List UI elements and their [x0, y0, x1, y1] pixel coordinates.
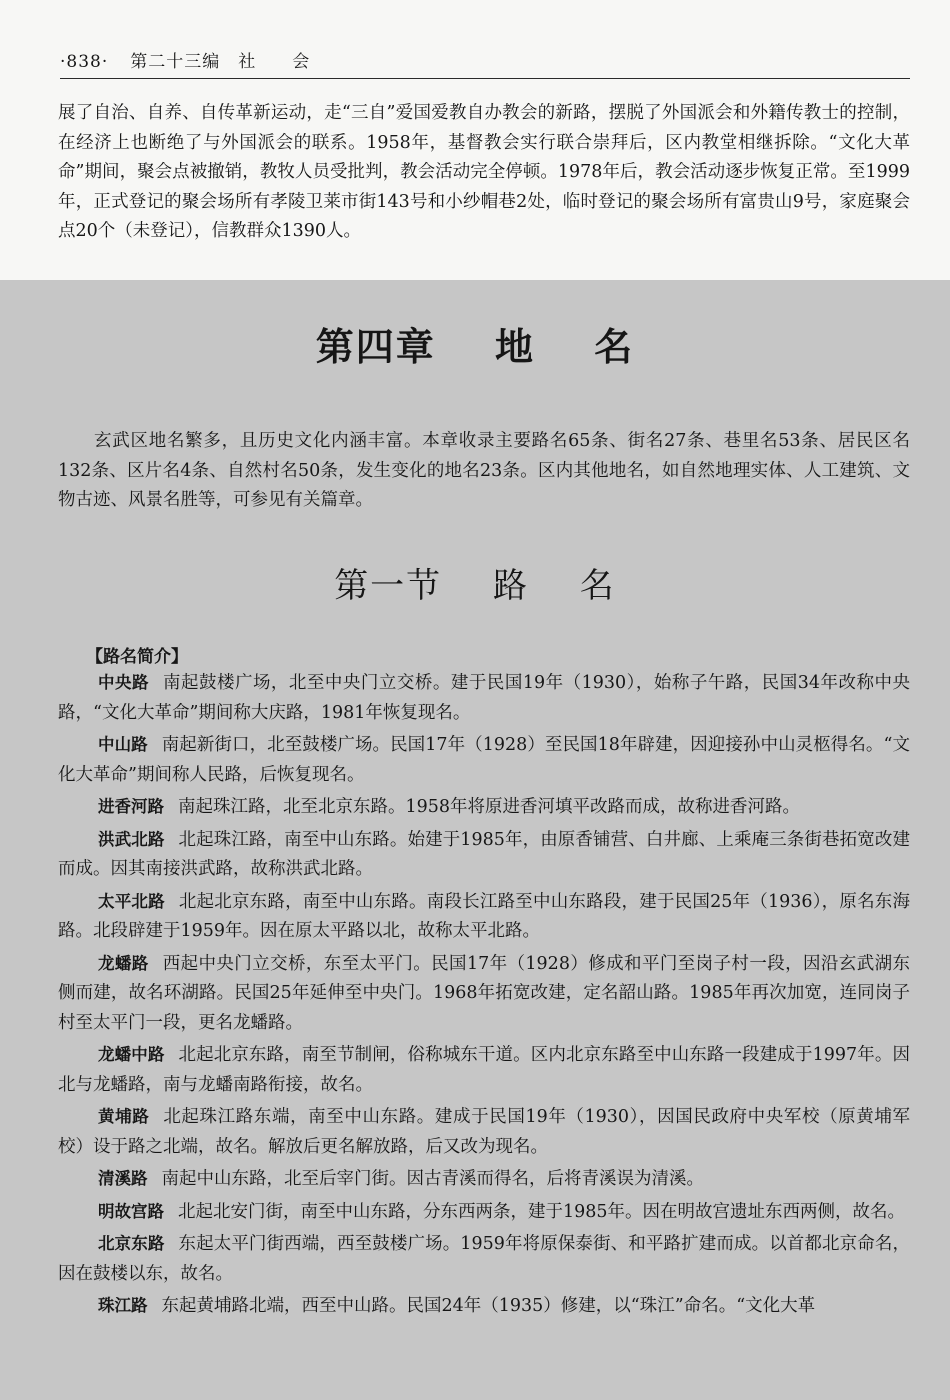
road-entry [58, 1229, 910, 1289]
road-entry [58, 1197, 910, 1228]
road-entry [58, 1291, 910, 1322]
road-entry [58, 887, 910, 947]
road-name: 中央路 [98, 673, 149, 692]
road-name: 龙蟠中路 [98, 1045, 165, 1064]
road-entry [58, 1102, 910, 1162]
road-description: 北起北京东路，南至节制闸，俗称城东干道。区内北京东路至中山东路一段建成于1997年。因北与龙蟠路，南与龙蟠南路衔接，故名。 [58, 1045, 910, 1095]
road-entry [58, 792, 910, 823]
road-name: 珠江路 [98, 1296, 148, 1315]
section-title: 第一节 路 名 [334, 566, 616, 606]
road-description: 东起黄埔路北端，西至中山路。民国24年（1935）修建，以“珠江”命名。“文化大革 [161, 1296, 816, 1316]
road-entry [58, 825, 910, 885]
subheading: 【路名简介】 [86, 647, 188, 667]
road-entry [58, 668, 910, 728]
road-name: 龙蟠路 [98, 953, 149, 973]
road-description: 南起珠江路，北至北京东路。1958年将原进香河填平改路而成，故称进香河路。 [178, 797, 801, 817]
road-description: 北起北京东路，南至中山东路。南段长江路至中山东路段，建于民国25年（1936），原名东海路。北段辟建于1959年。因在原太平路以北，故称太平北路。 [58, 891, 911, 941]
road-name: 太平北路 [98, 891, 165, 911]
road-description: 北起珠江路东端，南至中山东路。建成于民国19年（1930），因国民政府中央军校（原黄埔军校）设于路之北端，故名。解放后更名解放路，后又改为现名。 [58, 1107, 910, 1157]
road-description: 南起中山东路，北至后宰门街。因古青溪而得名，后将青溪误为清溪。 [161, 1169, 704, 1189]
road-description: 北起珠江路，南至中山东路。始建于1985年，由原香铺营、白井廊、上乘庵三条街巷拓宽改建而成。因其南接洪武路，故称洪武北路。 [58, 829, 910, 879]
road-description: 西起中央门立交桥，东至太平门。民国17年（1928）修成和平门至岗子村一段，因沿玄武湖东侧而建，故名环湖路。民国25年延伸至中央门。1968年拓宽改建，定名韶山路。1985年再次加宽，连同岗子村至太平门一段，更名龙蟠路。 [58, 953, 910, 1033]
chapter-title: 第四章 地 名 [315, 325, 635, 369]
road-description: 南起新街口，北至鼓楼广场。民国17年（1928）至民国18年辟建，因迎接孙中山灵柩得名。“文化大革命”期间称人民路，后恢复现名。 [58, 735, 910, 785]
road-entries [58, 668, 910, 1324]
road-description: 南起鼓楼广场，北至中央门立交桥。建于民国19年（1930），始称子午路，民国34年改称中央路，“文化大革命”期间称大庆路，1981年恢复现名。 [58, 673, 910, 723]
chapter-intro: 玄武区地名繁多，且历史文化内涵丰富。本章收录主要路名65条、街名27条、巷里名53条、居民区名132条、区片名4条、自然村名50条，发生变化的地名23条。区内其他地名，如自然地理实体、人工建筑、文物古迹、风景名胜等，可参见有关篇章。 [58, 431, 910, 510]
road-entry [58, 1164, 910, 1195]
road-name: 黄埔路 [98, 1107, 150, 1126]
road-name: 明故宫路 [98, 1201, 164, 1221]
running-header [60, 50, 910, 79]
road-name: 中山路 [98, 735, 148, 754]
road-name: 洪武北路 [98, 829, 165, 849]
page-number: ·838· [60, 52, 109, 72]
road-entry [58, 949, 910, 1039]
road-name: 清溪路 [98, 1169, 148, 1188]
road-description: 东起太平门街西端，西至鼓楼广场。1959年将原保泰街、和平路扩建而成。以首都北京命名，因在鼓楼以东，故名。 [58, 1234, 910, 1284]
road-description: 北起北安门街，南至中山东路，分东西两条，建于1985年。因在明故宫遗址东西两侧，故名。 [178, 1201, 906, 1222]
road-name: 进香河路 [98, 797, 164, 816]
part-title: 第二十三编 社 会 [130, 52, 311, 72]
continued-paragraph: 展了自治、自养、自传革新运动，走“三自”爱国爱教自办教会的新路，摆脱了外国派会和外籍传教士的控制，在经济上也断绝了与外国派会的联系。1958年，基督教会实行联合崇拜后，区内教堂相继拆除。“文化大革命”期间，聚会点被撤销，教牧人员受批判，教会活动完全停顿。1978年后，教会活动逐步恢复正常。至1999年，正式登记的聚会场所有孝陵卫莱市街143号和小纱帽巷2处，临时登记的聚会场所有富贵山9号，家庭聚会点20个（未登记），信教群众1390人。 [58, 103, 910, 241]
road-entry [58, 1040, 910, 1100]
road-name: 北京东路 [98, 1234, 165, 1253]
road-entry [58, 730, 910, 790]
